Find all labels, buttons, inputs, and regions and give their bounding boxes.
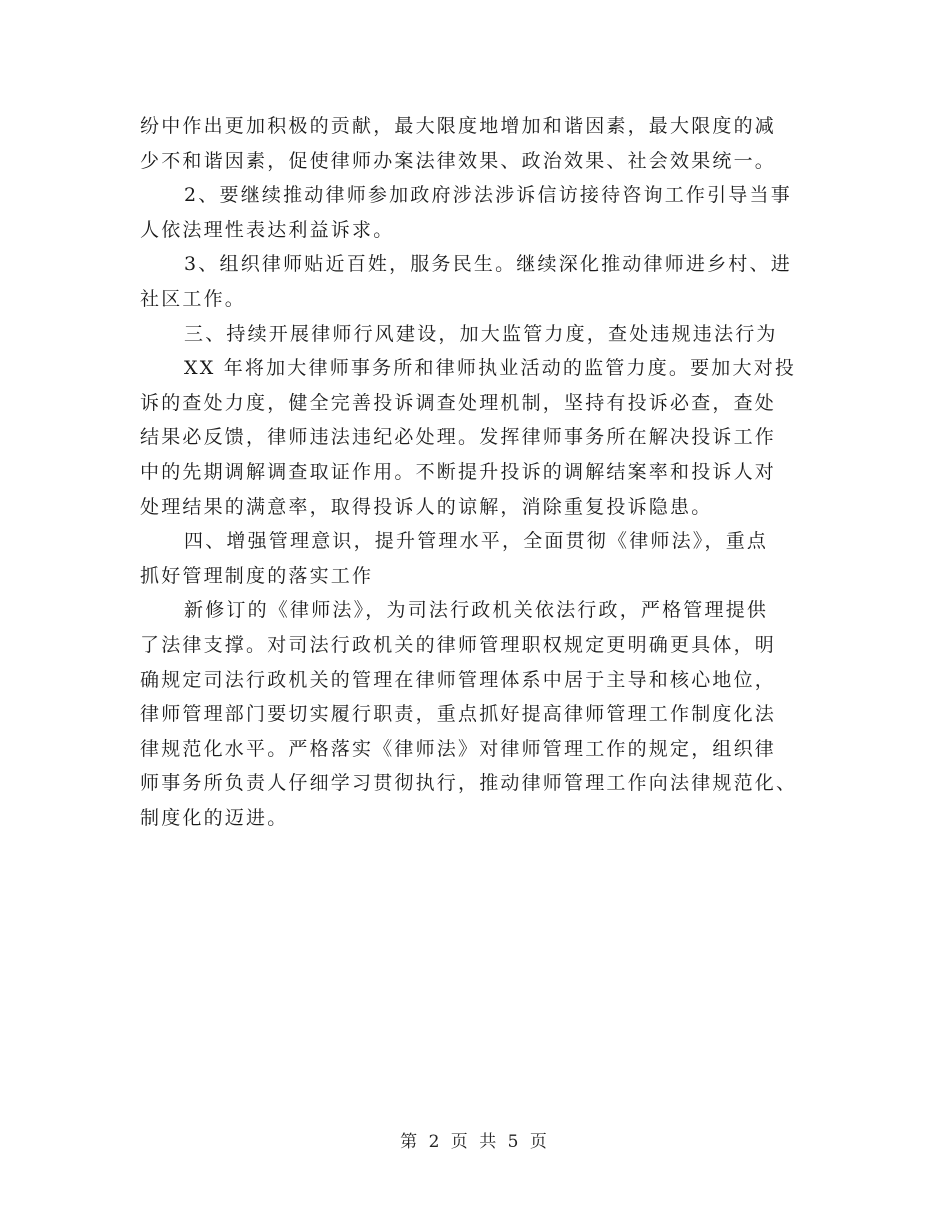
text-line: 处理结果的满意率，取得投诉人的谅解，消除重复投诉隐患。	[140, 495, 713, 518]
text-line: 诉的查处力度，健全完善投诉调查处理机制，坚持有投诉必查，查处	[140, 391, 777, 414]
page-number-footer: 第 2 页 共 5 页	[400, 1132, 550, 1152]
text-line: 社区工作。	[140, 287, 247, 310]
text-line: 四、增强管理意识，提升管理水平，全面贯彻《律师法》，重点	[184, 530, 769, 553]
text-line: 抓好管理制度的落实工作	[140, 564, 374, 587]
text-line: 律规范化水平。严格落实《律师法》对律师管理工作的规定，组织律	[140, 737, 777, 760]
document-body	[140, 109, 810, 835]
text-line: 制度化的迈进。	[140, 806, 289, 829]
text-line: 3、组织律师贴近百姓，服务民生。继续深化推动律师进乡村、进	[184, 253, 792, 276]
text-line: 结果必反馈，律师违法违纪必处理。发挥律师事务所在解决投诉工作	[140, 426, 777, 449]
text-line: 少不和谐因素，促使律师办案法律效果、政治效果、社会效果统一。	[140, 149, 777, 172]
text-line: 师事务所负责人仔细学习贯彻执行，推动律师管理工作向法律规范化、	[140, 772, 798, 795]
text-line: 了法律支撑。对司法行政机关的律师管理职权规定更明确更具体，明	[140, 633, 777, 656]
text-line: 三、持续开展律师行风建设，加大监管力度，查处违规违法行为	[184, 322, 778, 345]
text-line: 确规定司法行政机关的管理在律师管理体系中居于主导和核心地位，	[140, 668, 777, 691]
text-line: XX 年将加大律师事务所和律师执业活动的监管力度。要加大对投	[184, 357, 797, 380]
text-line: 律师管理部门要切实履行职责，重点抓好提高律师管理工作制度化法	[140, 703, 777, 726]
text-line: 2、要继续推动律师参加政府涉法涉诉信访接待咨询工作引导当事	[184, 184, 792, 207]
text-line: 中的先期调解调查取证作用。不断提升投诉的调解结案率和投诉人对	[140, 460, 777, 483]
text-line: 新修订的《律师法》，为司法行政机关依法行政，严格管理提供	[184, 599, 769, 622]
text-line: 人依法理性表达利益诉求。	[140, 218, 395, 241]
text-line: 纷中作出更加积极的贡献，最大限度地增加和谐因素，最大限度的减	[140, 115, 777, 137]
